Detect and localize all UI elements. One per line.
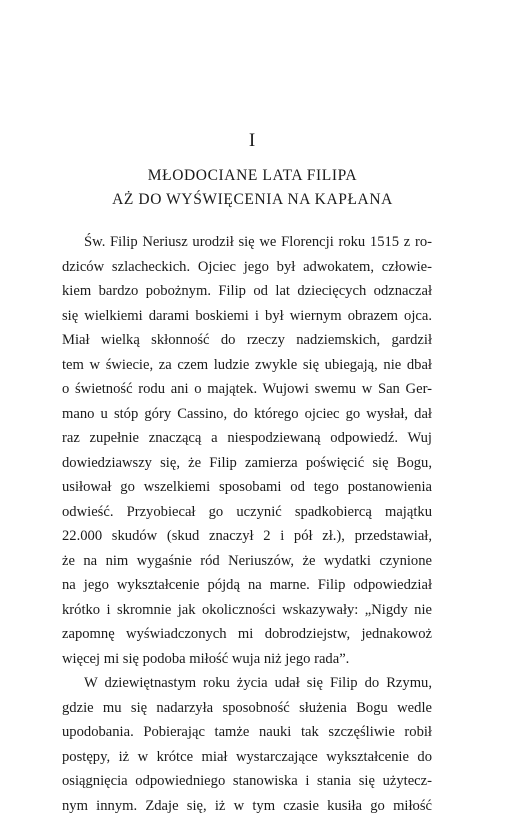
text-line: zapomnę wyświadczonych mi dobrodziejstw, jednakowoż	[62, 622, 432, 647]
text-line: postępy, iż w krótce miał wystarczające wykształcenie do	[62, 745, 432, 770]
text-line: o świetność rodu ani o majątek. Wujowi swemu w San Ger-	[62, 377, 432, 402]
text-line: dziców szlacheckich. Ojciec jego był adwokatem, człowie-	[62, 255, 432, 280]
chapter-number: I	[0, 130, 505, 152]
text-line: usiłował go wszelkiemi sposobami od tego postanowienia	[62, 475, 432, 500]
chapter-title-line-1: MŁODOCIANE LATA FILIPA	[0, 164, 505, 188]
text-line: na jego wykształcenie pójdą na marne. Filip odpowiedział	[62, 573, 432, 598]
paragraph-2	[62, 671, 432, 818]
text-line: osiągnięcia odpowiedniego stanowiska i stania się użytecz-	[62, 769, 432, 794]
text-line: upodobania. Pobierając tamże nauki tak szczęśliwie robił	[62, 720, 432, 745]
text-line: nym innym. Zdaje się, iż w tym czasie kusiła go miłość	[62, 794, 432, 818]
text-line: odwieść. Przyobiecał go uczynić spadkobiercą majątku	[62, 500, 432, 525]
text-line: że na nim wygaśnie ród Neriuszów, że wydatki czynione	[62, 549, 432, 574]
text-line: więcej mi się podoba miłość wuja niż jego rada”.	[62, 647, 432, 672]
text-line: raz zupełnie znaczącą a niespodziewaną odpowiedź. Wuj	[62, 426, 432, 451]
text-line: się wielkiemi darami boskiemi i był wiernym obrazem ojca.	[62, 304, 432, 329]
text-line: Miał wielką skłonność do rzeczy nadziemskich, gardził	[62, 328, 432, 353]
text-line: dowiedziawszy się, że Filip zamierza poświęcić się Bogu,	[62, 451, 432, 476]
chapter-title	[0, 164, 505, 212]
text-line: Św. Filip Neriusz urodził się we Florencji roku 1515 z ro-	[62, 230, 432, 255]
text-line: gdzie mu się nadarzyła sposobność służenia Bogu wedle	[62, 696, 432, 721]
text-line: kiem bardzo pobożnym. Filip od lat dziecięcych odznaczał	[62, 279, 432, 304]
text-line: mano u stóp góry Cassino, do którego ojciec go wysłał, dał	[62, 402, 432, 427]
paragraph-1	[62, 230, 432, 671]
text-line: W dziewiętnastym roku życia udał się Filip do Rzymu,	[62, 671, 432, 696]
text-line: krótko i skromnie jak okoliczności wskazywały: „Nigdy nie	[62, 598, 432, 623]
text-line: tem w świecie, za czem ludzie zwykle się ubiegają, nie dbał	[62, 353, 432, 378]
body-text	[62, 230, 432, 818]
chapter-title-line-2: AŻ DO WYŚWIĘCENIA NA KAPŁANA	[0, 188, 505, 212]
text-line: 22.000 skudów (skud znaczył 2 i pół zł.), przedstawiał,	[62, 524, 432, 549]
